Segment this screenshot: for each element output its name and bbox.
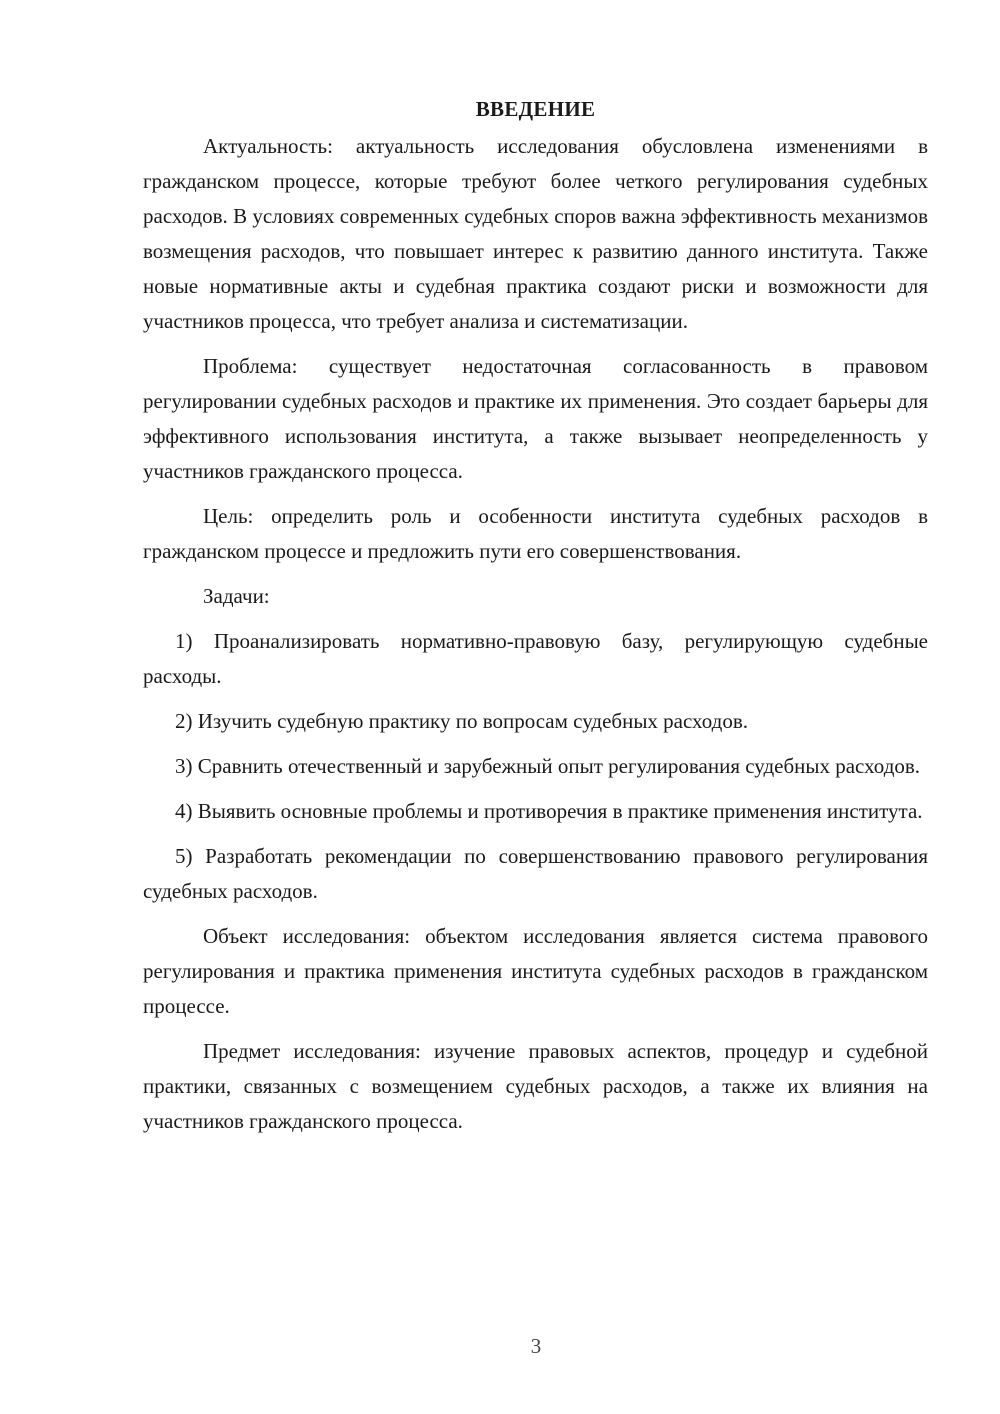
- task-item-3: 3) Сравнить отечественный и зарубежный опыт регулирования судебных расходов.: [175, 754, 921, 778]
- paragraph-problem: Проблема: существует недостаточная согласованность в правовом регулировании судебных расходов и практике их применения. Это создает барьеры для эффективного использования института, а также вызывает неопределенность у участников гражданского процесса.: [143, 354, 928, 483]
- paragraph-subject: Предмет исследования: изучение правовых аспектов, процедур и судебной практики, связанных с возмещением судебных расходов, а также их влияния на участников гражданского процесса.: [143, 1039, 928, 1133]
- task-item-2: 2) Изучить судебную практику по вопросам судебных расходов.: [175, 709, 748, 733]
- paragraph-relevance: Актуальность: актуальность исследования обусловлена изменениями в гражданском процессе, которые требуют более четкого регулирования судебных расходов. В условиях современных судебных споров важна эффективность механизмов возмещения расходов, что повышает интерес к развитию данного института. Также новые нормативные акты и судебная практика создают риски и возможности для участников процесса, что требует анализа и систематизации.: [143, 134, 928, 333]
- paragraph-object: Объект исследования: объектом исследования является система правового регулирования и практика применения института судебных расходов в гражданском процессе.: [143, 924, 928, 1018]
- section-heading: ВВЕДЕНИЕ: [475, 97, 596, 121]
- task-item-1: 1) Проанализировать нормативно-правовую базу, регулирующую судебные расходы.: [143, 629, 928, 688]
- paragraph-goal: Цель: определить роль и особенности института судебных расходов в гражданском процессе и предложить пути его совершенствования.: [143, 504, 928, 563]
- document-page: [143, 92, 928, 1149]
- paragraph-tasks-label: Задачи:: [203, 584, 270, 608]
- page-number: 3: [530, 1334, 542, 1358]
- task-item-5: 5) Разработать рекомендации по совершенствованию правового регулирования судебных расходов.: [143, 844, 928, 903]
- task-item-4: 4) Выявить основные проблемы и противоречия в практике применения института.: [175, 799, 923, 823]
